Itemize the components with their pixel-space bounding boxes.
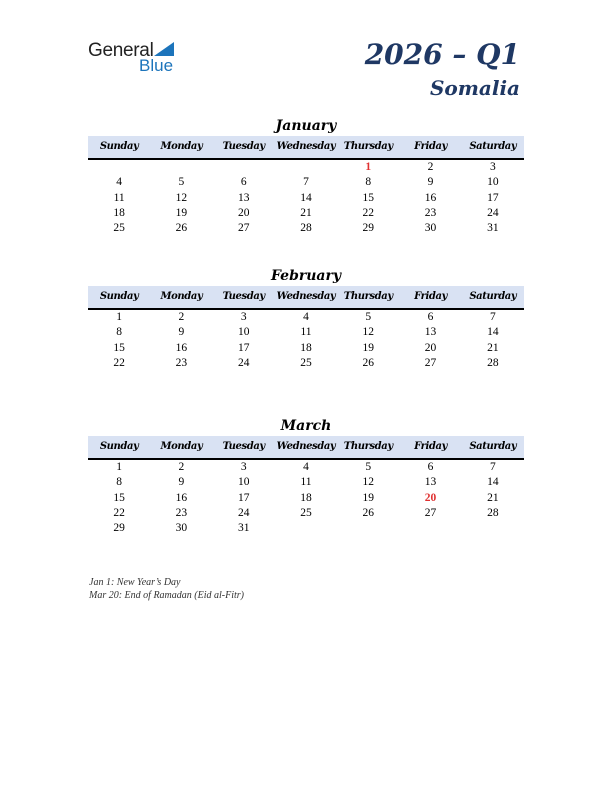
day-cell: 30	[175, 522, 188, 535]
week-row	[88, 491, 524, 506]
day-cell: 7	[489, 311, 496, 323]
empty-day-cell	[275, 160, 337, 175]
day-cell: 2	[178, 461, 185, 473]
day-cell: 15	[113, 341, 125, 354]
weekday-header: Sunday	[99, 141, 139, 152]
weekday-header-row	[88, 436, 524, 460]
day-cell: 11	[113, 191, 125, 204]
day-cell: 6	[240, 176, 247, 189]
day-cell: 19	[362, 491, 375, 504]
day-cell: 20	[424, 341, 437, 354]
holiday-note: Jan 1: New Year’s Day	[89, 577, 181, 588]
logo-triangle-icon	[154, 42, 174, 56]
day-cell: 12	[175, 191, 188, 204]
day-cell: 28	[300, 222, 312, 235]
weekday-header: Saturday	[469, 141, 517, 152]
day-cell: 26	[362, 356, 375, 369]
month-name: February	[270, 268, 341, 284]
empty-day-cell	[150, 160, 212, 175]
weekday-header: Thursday	[343, 441, 393, 452]
month-block-0	[88, 116, 524, 236]
day-cell: 22	[362, 206, 375, 219]
day-cell: 31	[237, 522, 250, 535]
weekday-header: Friday	[414, 291, 447, 302]
week-row	[88, 160, 524, 175]
weekday-header: Sunday	[99, 291, 139, 302]
day-cell: 10	[487, 176, 499, 189]
week-row	[88, 475, 524, 490]
day-cell: 5	[365, 311, 372, 323]
day-cell: 6	[427, 461, 434, 473]
day-cell: 6	[427, 311, 434, 323]
day-cell: 12	[362, 326, 375, 339]
day-cell: 28	[487, 356, 499, 369]
week-row	[88, 175, 524, 190]
day-cell: 24	[487, 206, 499, 219]
week-row	[88, 506, 524, 521]
logo-text-blue: Blue	[139, 56, 174, 75]
day-cell: 15	[113, 491, 125, 504]
day-cell: 3	[489, 161, 496, 173]
day-cell: 4	[116, 176, 123, 189]
weekday-header: Wednesday	[276, 141, 336, 152]
week-row	[88, 221, 524, 236]
day-cell: 23	[175, 506, 188, 519]
quarter-title: 2026 – Q1	[364, 38, 520, 71]
day-cell: 16	[175, 491, 188, 504]
day-cell: 5	[178, 176, 185, 189]
day-cell: 14	[300, 191, 312, 204]
day-cell: 31	[487, 222, 499, 235]
day-cell: 30	[424, 222, 437, 235]
weekday-header: Saturday	[469, 441, 517, 452]
day-cell: 1	[116, 311, 123, 323]
weekday-header: Monday	[160, 291, 203, 302]
month-block-1	[88, 266, 524, 371]
month-name: January	[275, 118, 337, 134]
day-cell: 1	[116, 461, 123, 473]
day-cell: 24	[237, 356, 250, 369]
day-cell: 25	[300, 506, 312, 519]
weekday-header: Monday	[160, 441, 203, 452]
day-cell: 26	[175, 222, 188, 235]
day-cell: 13	[237, 191, 250, 204]
empty-day-cell	[275, 521, 337, 536]
holiday-notes	[89, 576, 244, 602]
day-cell: 9	[427, 176, 434, 189]
day-cell: 23	[175, 356, 188, 369]
day-cell: 1	[365, 161, 372, 173]
empty-day-cell	[337, 521, 399, 536]
day-cell: 27	[424, 506, 437, 519]
weekday-header: Tuesday	[222, 441, 265, 452]
country-title: Somalia	[429, 76, 520, 100]
day-cell: 9	[178, 476, 185, 489]
day-cell: 19	[175, 206, 188, 219]
weekday-header: Wednesday	[276, 291, 336, 302]
empty-day-cell	[462, 521, 524, 536]
weekday-header: Thursday	[343, 141, 393, 152]
day-cell: 18	[300, 491, 312, 504]
weekday-header-row	[88, 136, 524, 160]
day-cell: 17	[237, 491, 250, 504]
empty-day-cell	[213, 160, 275, 175]
day-cell: 18	[113, 206, 125, 219]
day-cell: 7	[303, 176, 309, 189]
day-cell: 20	[237, 206, 250, 219]
week-row	[88, 521, 524, 536]
day-cell: 5	[365, 461, 372, 473]
month-block-2	[88, 416, 524, 536]
day-cell: 13	[424, 476, 437, 489]
day-cell: 20	[424, 491, 437, 504]
day-cell: 4	[303, 461, 309, 473]
day-cell: 29	[113, 522, 125, 535]
day-cell: 27	[237, 222, 250, 235]
day-cell: 14	[487, 476, 499, 489]
month-name: March	[280, 418, 332, 434]
day-cell: 17	[487, 191, 499, 204]
logo-text-general: General	[88, 40, 154, 61]
weekday-header: Friday	[414, 441, 447, 452]
day-cell: 23	[424, 206, 437, 219]
day-cell: 28	[487, 506, 499, 519]
week-row	[88, 356, 524, 371]
day-cell: 7	[489, 461, 496, 473]
day-cell: 13	[424, 326, 437, 339]
day-cell: 16	[424, 191, 437, 204]
day-cell: 8	[116, 476, 123, 489]
weekday-header: Friday	[414, 141, 447, 152]
day-cell: 14	[487, 326, 499, 339]
day-cell: 19	[362, 341, 375, 354]
brand-logo	[88, 40, 188, 76]
weekday-header: Saturday	[469, 291, 517, 302]
day-cell: 8	[365, 176, 372, 189]
day-cell: 3	[240, 461, 247, 473]
weekday-header: Thursday	[343, 291, 393, 302]
day-cell: 25	[113, 222, 125, 235]
day-cell: 21	[300, 206, 312, 219]
week-row	[88, 460, 524, 475]
day-cell: 15	[362, 191, 375, 204]
day-cell: 26	[362, 506, 375, 519]
day-cell: 10	[237, 326, 250, 339]
empty-day-cell	[399, 521, 461, 536]
day-cell: 16	[175, 341, 188, 354]
day-cell: 11	[300, 326, 312, 339]
weekday-header: Wednesday	[276, 441, 336, 452]
day-cell: 21	[487, 491, 499, 504]
weekday-header: Monday	[160, 141, 203, 152]
week-row	[88, 341, 524, 356]
weekday-header: Tuesday	[222, 291, 265, 302]
day-cell: 18	[300, 341, 312, 354]
day-cell: 9	[178, 326, 185, 339]
day-cell: 22	[113, 356, 125, 369]
weekday-header: Sunday	[99, 441, 139, 452]
day-cell: 22	[113, 506, 125, 519]
holiday-note: Mar 20: End of Ramadan (Eid al-Fitr)	[89, 590, 244, 601]
day-cell: 27	[424, 356, 437, 369]
day-cell: 2	[178, 311, 185, 323]
day-cell: 29	[362, 222, 375, 235]
day-cell: 8	[116, 326, 123, 339]
day-cell: 21	[487, 341, 499, 354]
day-cell: 3	[240, 311, 247, 323]
weekday-header: Tuesday	[222, 141, 265, 152]
week-row	[88, 310, 524, 325]
weekday-header-row	[88, 286, 524, 310]
day-cell: 24	[237, 506, 250, 519]
day-cell: 10	[237, 476, 250, 489]
day-cell: 4	[303, 311, 309, 323]
day-cell: 25	[300, 356, 312, 369]
day-cell: 12	[362, 476, 375, 489]
empty-day-cell	[88, 160, 150, 175]
week-row	[88, 206, 524, 221]
day-cell: 17	[237, 341, 250, 354]
week-row	[88, 191, 524, 206]
day-cell: 11	[300, 476, 312, 489]
week-row	[88, 325, 524, 340]
day-cell: 2	[427, 161, 434, 173]
